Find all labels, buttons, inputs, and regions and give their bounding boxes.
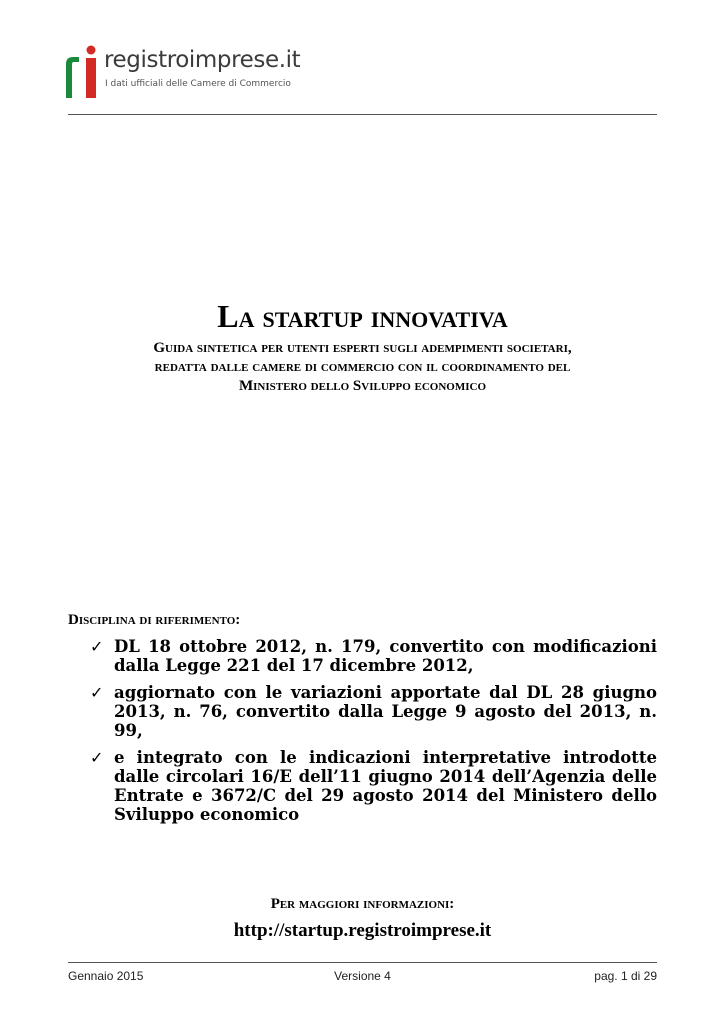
footer-page-number: pag. 1 di 29 bbox=[594, 969, 657, 983]
logo-name: registroimprese.it bbox=[104, 47, 301, 73]
checkmark-icon: ✓ bbox=[90, 683, 104, 702]
header-divider bbox=[68, 114, 657, 115]
footer-divider bbox=[68, 962, 657, 963]
discipline-item-text: e integrato con le indicazioni interpretative introdotte dalle circolari 16/E dell’11 giugno 2014 dell’Agenzia delle Entrate e 3672/C del 29 agosto 2014 del Ministero dello Sviluppo economico bbox=[114, 748, 657, 824]
discipline-list bbox=[90, 637, 657, 832]
footer-version: Versione 4 bbox=[334, 969, 391, 983]
discipline-item bbox=[90, 683, 657, 740]
checkmark-icon: ✓ bbox=[90, 748, 104, 767]
logo-tagline: I dati ufficiali delle Camere di Commercio bbox=[105, 79, 291, 89]
discipline-heading: Disciplina di riferimento: bbox=[68, 612, 241, 628]
page-footer bbox=[68, 969, 657, 985]
checkmark-icon: ✓ bbox=[90, 637, 104, 656]
registroimprese-logo bbox=[62, 44, 301, 100]
discipline-item bbox=[90, 748, 657, 824]
info-heading: Per maggiori informazioni: bbox=[270, 896, 455, 912]
discipline-item-text: aggiornato con le variazioni apportate dal DL 28 giugno 2013, n. 76, convertito dalla Legge 9 agosto del 2013, n. 99, bbox=[114, 683, 657, 740]
title-block bbox=[68, 296, 657, 396]
discipline-item bbox=[90, 637, 657, 675]
subtitle-line-3: Ministero dello Sviluppo economico bbox=[238, 378, 487, 394]
subtitle-line-2: redatta dalle camere di commercio con il coordinamento del bbox=[154, 359, 571, 375]
document-title: La startup innovativa bbox=[217, 298, 508, 334]
footer-date: Gennaio 2015 bbox=[68, 969, 144, 983]
discipline-item-text: DL 18 ottobre 2012, n. 179, convertito con modificazioni dalla Legge 221 del 17 dicembre 2012, bbox=[114, 637, 657, 675]
logo-mark-icon bbox=[62, 44, 98, 100]
subtitle-line-1: Guida sintetica per utenti esperti sugli adempimenti societari, bbox=[153, 340, 572, 356]
info-url-link[interactable]: http://startup.registroimprese.it bbox=[233, 920, 492, 941]
